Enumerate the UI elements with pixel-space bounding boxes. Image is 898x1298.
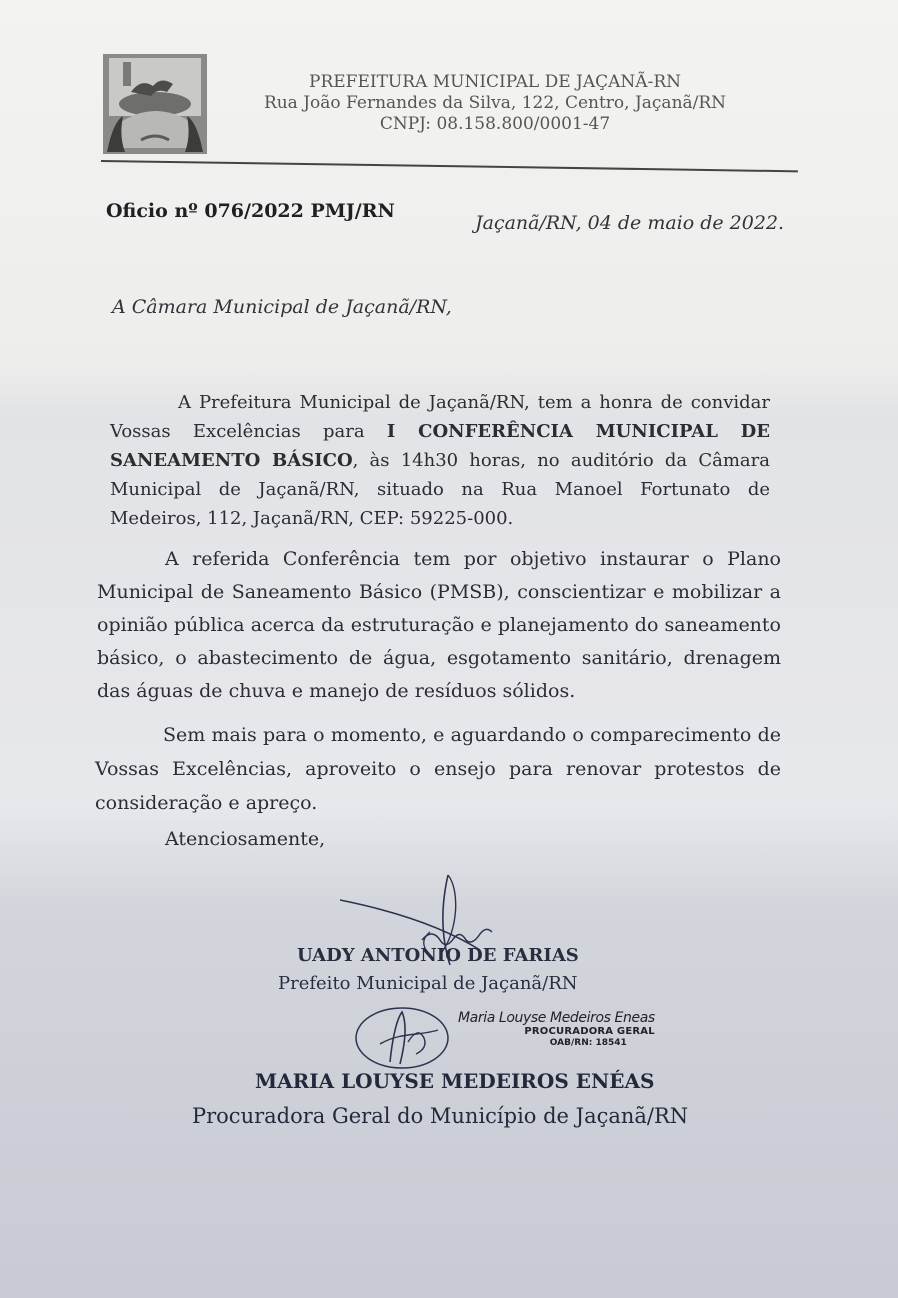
closing-salutation: Atenciosamente, [165,828,326,850]
signatory-role: Procuradora Geral do Município de Jaçanã/RN [192,1104,689,1128]
header-divider [101,160,798,172]
letter-reference: Oficio nº 076/2022 PMJ/RN [106,200,395,222]
addressee: A Câmara Municipal de Jaçanã/RN, [112,296,452,318]
conference-title: I CONFERÊNCIA MUNICIPAL DE SANEAMENTO BÁSICO [110,421,770,471]
signature-attorney [350,1002,470,1074]
letter-date: Jaçanã/RN, 04 de maio de 2022. [475,212,785,234]
stamp-title: PROCURADORA GERAL [524,1026,655,1037]
stamp-oab: OAB/RN: 18541 [549,1038,627,1048]
municipal-crest-icon [101,52,209,156]
signatory-role: Prefeito Municipal de Jaçanã/RN [278,973,578,994]
signatory-name: MARIA LOUYSE MEDEIROS ENÉAS [255,1069,655,1093]
paragraph-invitation: A Prefeitura Municipal de Jaçanã/RN, tem a honra de convidar Vossas Excelências para I CONFERÊNCIA MUNICIPAL DE SANEAMENTO BÁSICO, às 14h30 horas, no auditório da Câmara Municipal de Jaçanã/RN, situado na Rua Manoel Fortunato de Medeiros, 112, Jaçanã/RN, CEP: 59225-000. [110,392,770,529]
org-cnpj: CNPJ: 08.158.800/0001-47 [379,114,611,134]
attorney-stamp [458,1010,655,1049]
paragraph-objective: A referida Conferência tem por objetivo instaurar o Plano Municipal de Saneamento Básico (PMSB), conscientizar e mobilizar a opinião pública acerca da estruturação e planejamento do saneamento básico, o abastecimento de água, esgotamento sanitário, drenagem das águas de chuva e manejo de resíduos sólidos. [97,548,781,702]
paragraph-closing: Sem mais para o momento, e aguardando o comparecimento de Vossas Excelências, aproveito o ensejo para renovar protestos de consideração e apreço. [95,724,781,814]
signatory-name: UADY ANTONIO DE FARIAS [297,945,579,966]
org-address: Rua João Fernandes da Silva, 122, Centro, Jaçanã/RN [263,93,727,113]
signature-mayor [330,870,540,990]
stamp-name: Maria Louyse Medeiros Eneas [458,1010,655,1026]
org-name: PREFEITURA MUNICIPAL DE JAÇANÃ-RN [309,72,681,92]
letterhead [230,72,760,135]
